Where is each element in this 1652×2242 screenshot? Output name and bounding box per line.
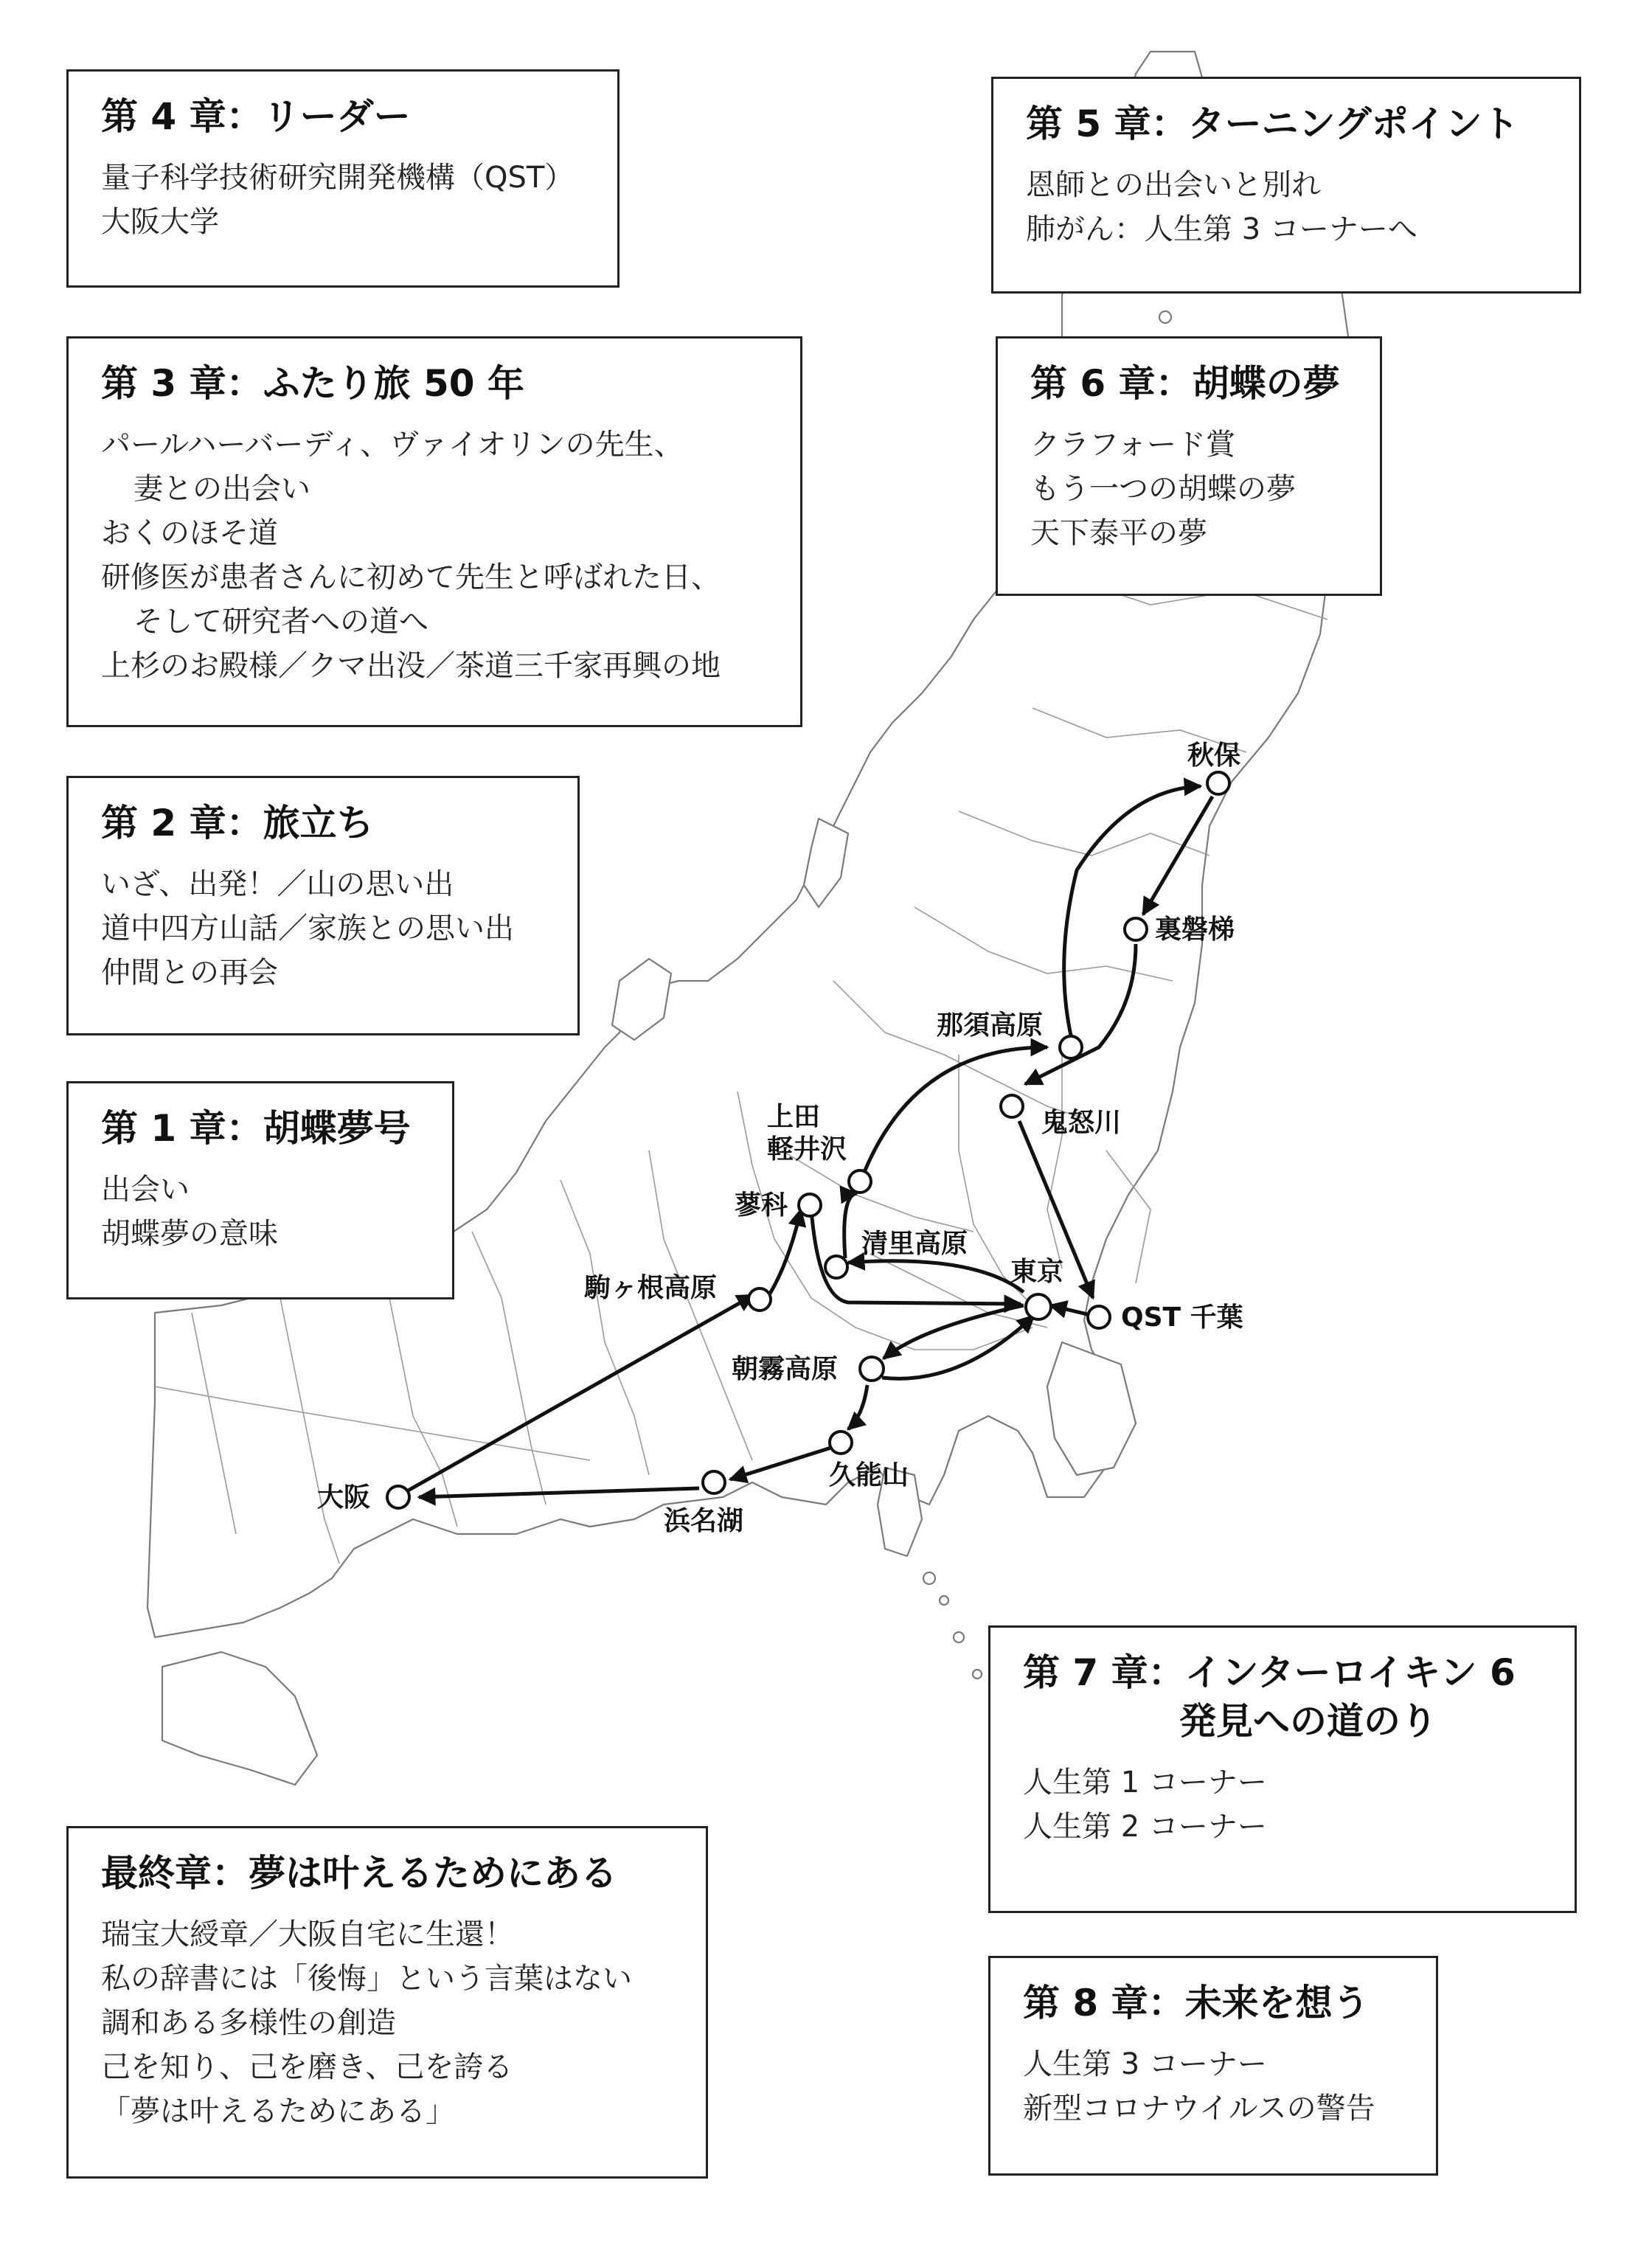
chapter-item: 人生第 2 コーナー	[1023, 1810, 1267, 1844]
chapter-title: 第 3 章：ふたり旅 50 年	[101, 362, 524, 405]
label-tokyo: 東京	[1010, 1257, 1064, 1287]
chapter-item: 量子科学技術研究開発機構（QST）	[101, 161, 575, 195]
chapter-title: 第 6 章：胡蝶の夢	[1030, 362, 1340, 405]
chapter-items	[1030, 423, 1380, 555]
chapter-item: 上杉のお殿様／クマ出没／茶道三千家再興の地	[101, 649, 721, 683]
island	[954, 1632, 964, 1642]
island	[1159, 311, 1171, 323]
chapter-7-box	[988, 1625, 1577, 1913]
label-asagiri: 朝霧高原	[732, 1354, 839, 1384]
chapter-title: 第 2 章：旅立ち	[101, 802, 374, 844]
label-komagane: 駒ヶ根高原	[584, 1273, 718, 1303]
chapter-items	[101, 156, 617, 244]
node-hamanako	[703, 1471, 725, 1493]
island	[940, 1596, 948, 1605]
label-ueda: 上田	[767, 1102, 821, 1132]
chapter-item: いざ、出発！／山の思い出	[101, 867, 454, 901]
node-tateshina	[799, 1194, 821, 1216]
chapter-item: 人生第 3 コーナー	[1023, 2047, 1267, 2081]
chapter-4-box	[66, 69, 620, 288]
shikoku-landmass	[162, 1652, 317, 1785]
chapter-item: 仲間との再会	[101, 956, 278, 990]
label-hamanako: 浜名湖	[664, 1506, 744, 1536]
label-kunozan: 久能山	[829, 1460, 909, 1490]
chapter-5-box	[991, 77, 1581, 294]
chapter-item: 「夢は叶えるためにある」	[101, 2094, 455, 2128]
node-karuizawa	[849, 1170, 871, 1193]
node-asagiri	[860, 1357, 884, 1381]
chapter-item: 新型コロナウイルスの警告	[1023, 2092, 1375, 2125]
chapter-items	[101, 423, 800, 688]
chapter-items	[1023, 1760, 1575, 1849]
node-osaka	[387, 1486, 409, 1508]
label-urabandai: 裏磐梯	[1155, 914, 1235, 945]
chapter-item: クラフォード賞	[1030, 428, 1235, 462]
chapter-items	[1026, 163, 1579, 251]
chapter-1-box	[66, 1081, 454, 1299]
chapter-item: 道中四方山話／家族との思い出	[101, 912, 514, 945]
chapter-item: 妻との出会い	[133, 472, 310, 506]
node-qst-chiba	[1088, 1306, 1110, 1328]
chapter-items	[101, 1167, 452, 1256]
chapter-item: 恩師との出会いと別れ	[1026, 168, 1321, 202]
label-akiho: 秋保	[1187, 740, 1241, 771]
chapter-item: 瑞宝大綬章／大阪自宅に生還！	[101, 1918, 514, 1951]
chapter-item: 研修医が患者さんに初めて先生と呼ばれた日、	[101, 560, 721, 594]
chapter-8-box	[988, 1956, 1438, 2176]
chapter-item: 大阪大学	[101, 205, 219, 239]
label-tateshina: 蓼科	[735, 1190, 788, 1221]
chapter-item: おくのほそ道	[101, 516, 278, 550]
chapter-title: 第 7 章：インターロイキン 6	[1023, 1651, 1516, 1694]
chapter-6-box	[996, 336, 1382, 596]
node-urabandai	[1125, 918, 1147, 940]
label-osaka: 大阪	[317, 1482, 371, 1513]
node-nasu	[1060, 1036, 1082, 1058]
chapter-title: 第 4 章：リーダー	[101, 95, 411, 138]
chapter-item: そして研究者への道へ	[133, 605, 428, 639]
chapter-items	[101, 862, 577, 995]
label-kiyosato: 清里高原	[861, 1229, 968, 1259]
node-akiho	[1207, 772, 1229, 794]
chapter-2-box	[66, 776, 580, 1035]
label-karuizawa: 軽井沢	[767, 1134, 847, 1165]
chapter-item: 肺がん：人生第 3 コーナーへ	[1026, 212, 1417, 246]
chapter-subtitle: 発見への道のり	[1179, 1700, 1437, 1743]
chapter-title: 第 8 章：未来を想う	[1023, 1982, 1370, 2024]
chapter-title: 第 5 章：ターニングポイント	[1026, 103, 1519, 145]
chapter-item: 調和ある多様性の創造	[101, 2006, 396, 2040]
final-chapter-box	[66, 1826, 708, 2179]
label-kinugawa: 鬼怒川	[1041, 1108, 1122, 1138]
node-kunozan	[830, 1431, 852, 1454]
chapter-item: パールハーバーディ、ヴァイオリンの先生、	[101, 428, 684, 462]
node-tokyo	[1026, 1294, 1051, 1319]
label-qst-chiba: QST 千葉	[1121, 1302, 1243, 1333]
chapter-item: 私の辞書には「後悔」という言葉はない	[101, 1962, 632, 1996]
chapter-item: 天下泰平の夢	[1030, 516, 1207, 550]
chapter-item: 胡蝶夢の意味	[101, 1217, 278, 1251]
node-komagane	[749, 1288, 771, 1311]
chapter-title: 最終章：夢は叶えるためにある	[101, 1852, 617, 1895]
chapter-3-box	[66, 336, 802, 727]
chapter-items	[1023, 2042, 1436, 2131]
chapter-title: 第 1 章：胡蝶夢号	[101, 1107, 411, 1150]
island	[973, 1670, 982, 1679]
chapter-item: 人生第 1 コーナー	[1023, 1766, 1267, 1800]
chapter-item: もう一つの胡蝶の夢	[1030, 472, 1296, 506]
label-nasu: 那須高原	[937, 1010, 1044, 1041]
node-kinugawa	[1001, 1095, 1023, 1117]
chapter-item: 出会い	[101, 1173, 190, 1207]
chapter-item: 己を知り、己を磨き、己を誇る	[101, 2050, 513, 2084]
chapter-items	[101, 1912, 706, 2134]
island	[923, 1572, 935, 1584]
node-kiyosato	[825, 1256, 847, 1278]
